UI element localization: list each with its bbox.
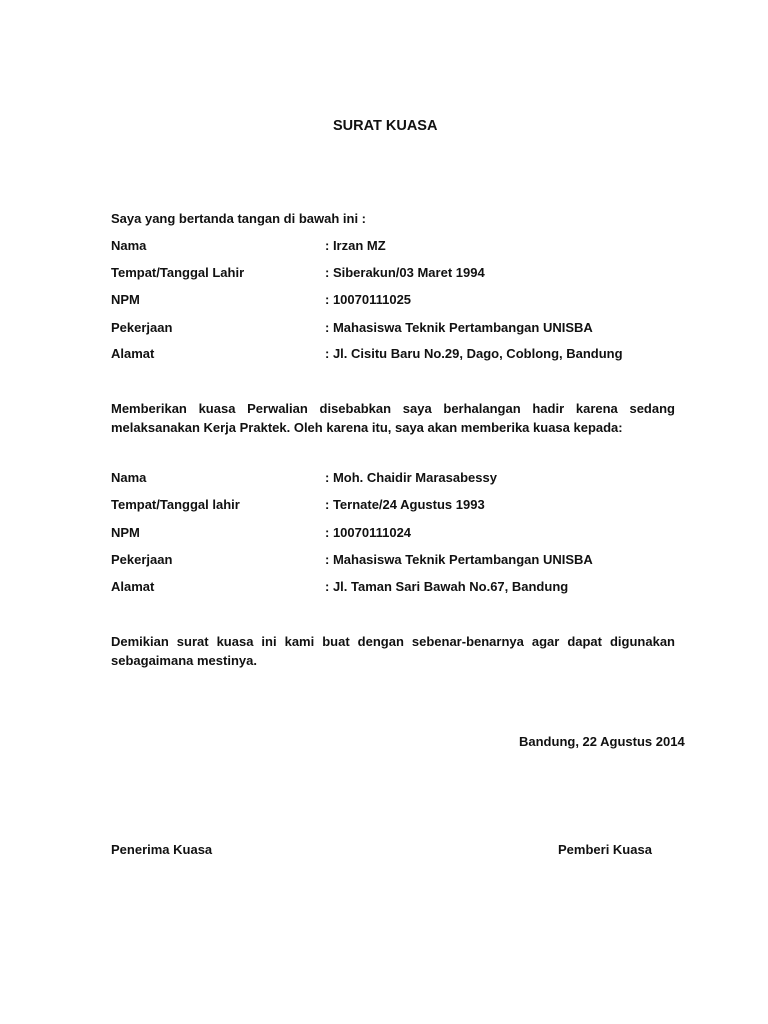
grantor-name-label: Nama — [111, 238, 147, 253]
grantee-address-value: : Jl. Taman Sari Bawah No.67, Bandung — [325, 579, 569, 594]
place-date: Bandung, 22 Agustus 2014 — [519, 734, 685, 749]
grantor-address-label: Alamat — [111, 346, 155, 361]
grantor-job-label: Pekerjaan — [111, 320, 173, 335]
grantee-npm-label: NPM — [111, 525, 140, 540]
grantor-job-value: : Mahasiswa Teknik Pertambangan UNISBA — [325, 320, 593, 335]
grantor-npm-value: : 10070111025 — [325, 292, 412, 307]
grantee-birth-value: : Ternate/24 Agustus 1993 — [325, 497, 485, 512]
grantee-npm-value: : 10070111024 — [325, 525, 412, 540]
signature-grantor-label: Pemberi Kuasa — [558, 842, 652, 857]
grantor-npm-label: NPM — [111, 292, 140, 307]
grantee-job-label: Pekerjaan — [111, 552, 173, 567]
grantee-birth-label: Tempat/Tanggal lahir — [111, 497, 240, 512]
grantor-name-value: : Irzan MZ — [325, 238, 386, 253]
intro-text: Saya yang bertanda tangan di bawah ini : — [111, 211, 366, 226]
grantee-job-value: : Mahasiswa Teknik Pertambangan UNISBA — [325, 552, 593, 567]
grantor-address-value: : Jl. Cisitu Baru No.29, Dago, Coblong, Bandung — [325, 346, 623, 361]
grantee-address-label: Alamat — [111, 579, 155, 594]
authorization-paragraph: Memberikan kuasa Perwalian disebabkan saya berhalangan hadir karena sedang melaksanakan Kerja Praktek. Oleh karena itu, saya akan memberika kuasa kepada: — [111, 401, 675, 435]
signature-recipient-label: Penerima Kuasa — [111, 842, 213, 857]
grantor-birth-label: Tempat/Tanggal Lahir — [111, 265, 245, 280]
grantor-birth-value: : Siberakun/03 Maret 1994 — [325, 265, 485, 280]
closing-paragraph: Demikian surat kuasa ini kami buat dengan sebenar-benarnya agar dapat digunakan sebagaimana mestinya. — [111, 634, 675, 668]
document-title: SURAT KUASA — [333, 118, 438, 134]
grantee-name-value: : Moh. Chaidir Marasabessy — [325, 470, 497, 485]
grantee-name-label: Nama — [111, 470, 147, 485]
